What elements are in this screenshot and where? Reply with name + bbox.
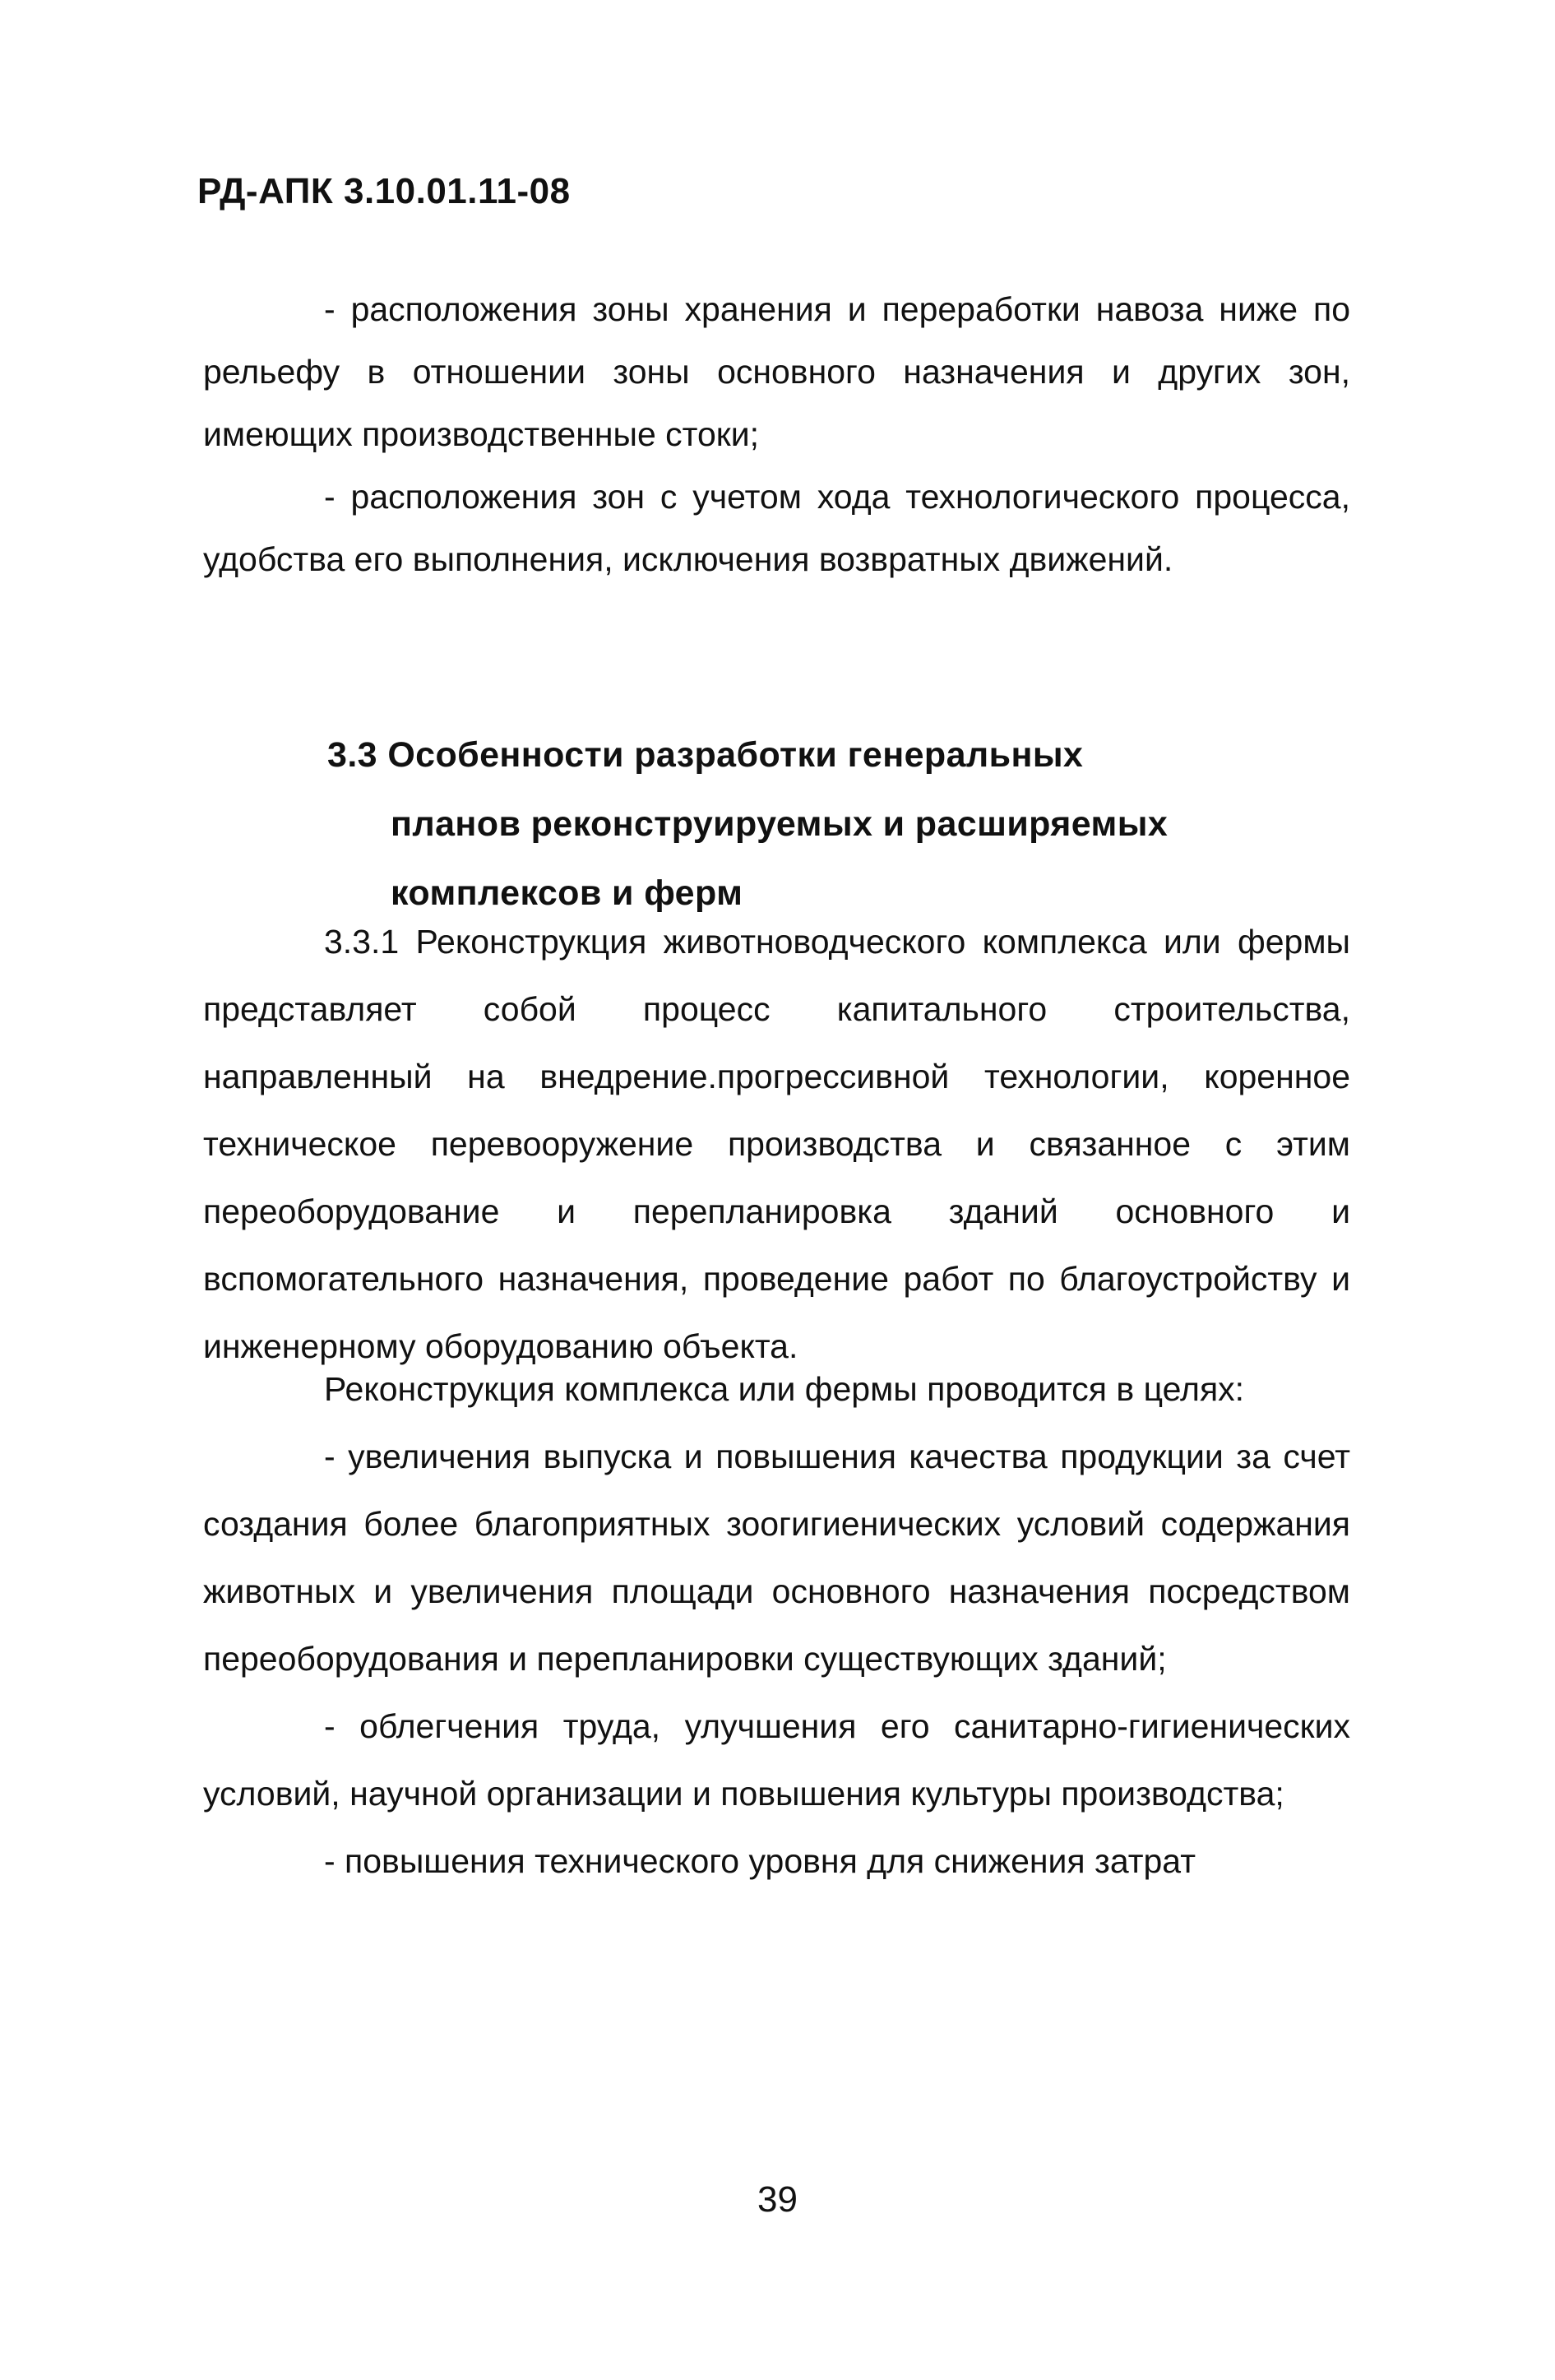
- section-heading-line-2: планов реконструируемых и расширяемых: [391, 804, 1169, 844]
- goal-item-labor: - облегчения труда, улучшения его санитарно-гигиенических условий, научной организации и повышения культуры производства;: [203, 1707, 1350, 1813]
- section-heading-line-3: комплексов и ферм: [391, 873, 743, 913]
- document-code-header: РД-АПК 3.10.01.11-08: [197, 171, 571, 211]
- goal-item-output: - увеличения выпуска и повышения качества продукции за счет создания более благоприятных зоогигиенических условий содержания животных и увеличения площади основного назначения посредством переоборудования и перепланировки существующих зданий;: [203, 1438, 1350, 1678]
- intro-list: [203, 278, 1350, 590]
- paragraph-reconstruction-definition: 3.3.1 Реконструкция животноводческого комплекса или фермы представляет собой процесс капитального строительства, направленный на внедрение.прогрессивной технологии, коренное техническое перевооружение производства и связанное с этим переоборудование и перепланировка зданий основного и вспомогательного назначения, проведение работ по благоустройству и инженерному оборудованию объекта.: [203, 923, 1350, 1365]
- goal-item-technical-level: - повышения технического уровня для снижения затрат: [324, 1842, 1196, 1880]
- section-heading-line-1: 3.3 Особенности разработки генеральных: [327, 735, 1084, 775]
- page-number: 39: [757, 2179, 798, 2220]
- section-heading: [327, 720, 1168, 928]
- list-item-manure-zone: - расположения зоны хранения и переработки навоза ниже по рельефу в отношении зоны основного назначения и других зон, имеющих производственные стоки;: [203, 290, 1350, 453]
- reconstruction-goals: [203, 1355, 1350, 1895]
- goals-intro: Реконструкция комплекса или фермы проводится в целях:: [324, 1370, 1245, 1408]
- list-item-zone-placement: - расположения зон с учетом хода технологического процесса, удобства его выполнения, исключения возвратных движений.: [203, 478, 1350, 578]
- clause-3-3-1: [203, 908, 1350, 1380]
